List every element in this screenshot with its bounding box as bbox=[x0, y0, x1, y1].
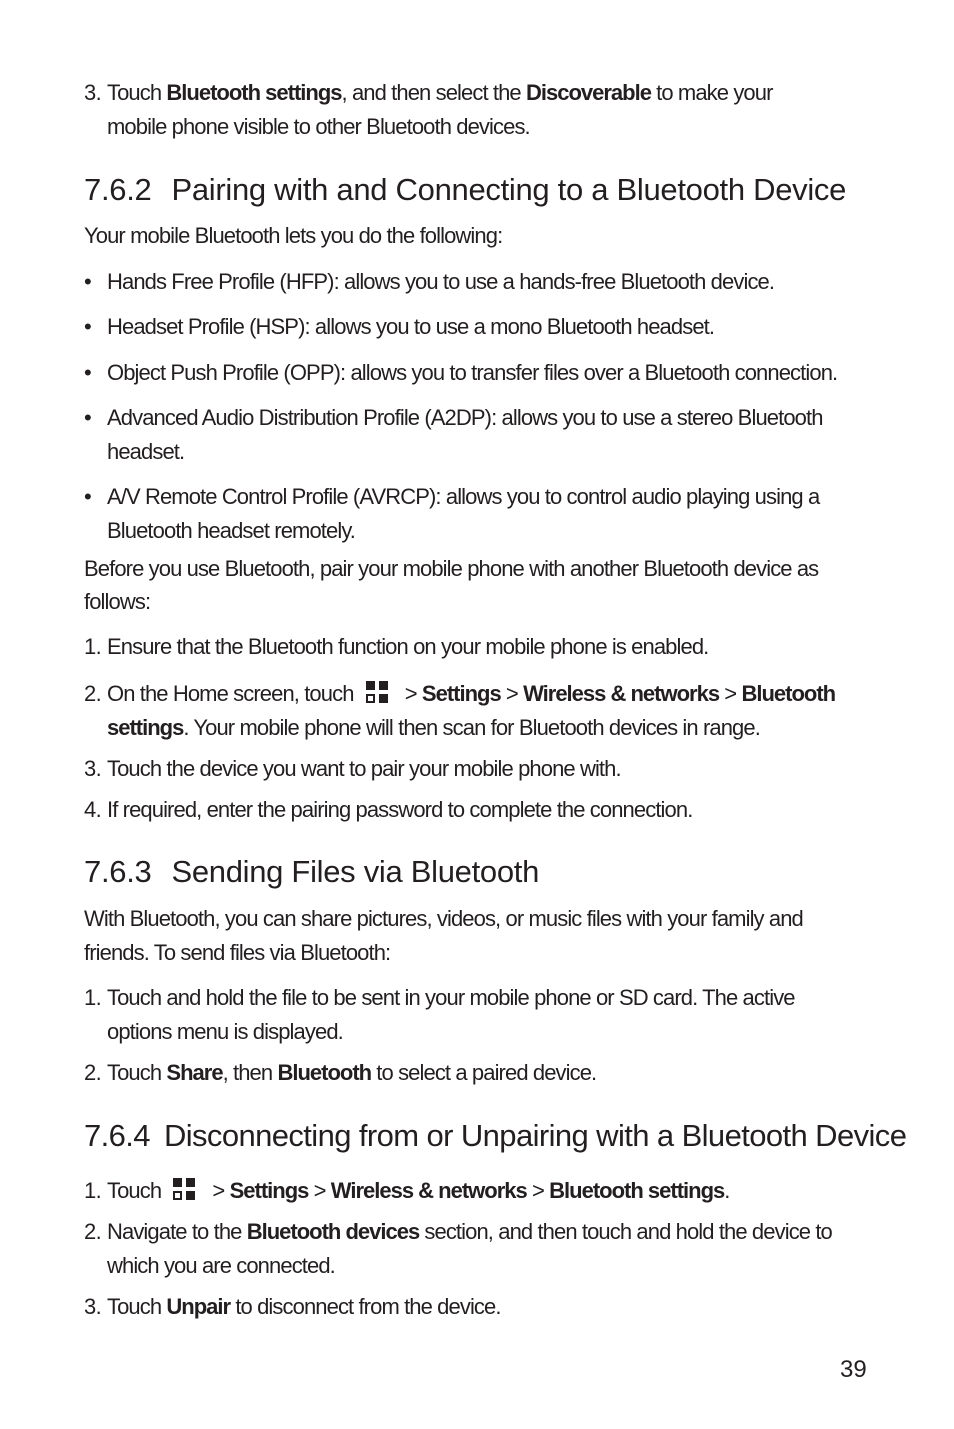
bullet-hsp: Headset Profile (HSP): allows you to use a mono Bluetooth headset. bbox=[107, 314, 715, 339]
pair-step-2-line1: On the Home screen, touch > Settings > Wireless & networks > Bluetooth bbox=[107, 681, 836, 706]
send-step-2: Touch Share, then Bluetooth to select a paired device. bbox=[107, 1060, 597, 1085]
unpair-step-2-line1: Navigate to the Bluetooth devices section, and then touch and hold the device to bbox=[107, 1219, 832, 1244]
step-number: 3. bbox=[84, 1294, 102, 1319]
unpair-step-3: Touch Unpair to disconnect from the device. bbox=[107, 1294, 501, 1319]
step-number: 2. bbox=[84, 1219, 102, 1244]
pairing-intro-line2: follows: bbox=[84, 589, 151, 614]
step-number: 1. bbox=[84, 634, 102, 659]
send-intro-line1: With Bluetooth, you can share pictures, videos, or music files with your family and bbox=[84, 906, 803, 931]
pairing-intro-line1: Before you use Bluetooth, pair your mobile phone with another Bluetooth device as bbox=[84, 556, 819, 581]
step-number: 3. bbox=[84, 80, 102, 105]
step-number: 3. bbox=[84, 756, 102, 781]
bullet-opp: Object Push Profile (OPP): allows you to transfer files over a Bluetooth connection. bbox=[107, 360, 838, 385]
section-heading-7-6-4: 7.6.4 Disconnecting from or Unpairing with a Bluetooth Device bbox=[84, 1118, 907, 1153]
bullet-a2dp-cont: headset. bbox=[107, 439, 185, 464]
app-grid-icon bbox=[171, 1178, 197, 1202]
top-step-line2: mobile phone visible to other Bluetooth devices. bbox=[107, 114, 530, 139]
step-number: 2. bbox=[84, 1060, 102, 1085]
pair-step-4: If required, enter the pairing password to complete the connection. bbox=[107, 797, 693, 822]
top-step-line1: Touch Bluetooth settings, and then select the Discoverable to make your bbox=[107, 80, 773, 105]
unpair-step-2-line2: which you are connected. bbox=[107, 1253, 335, 1278]
bullet-marker: • bbox=[84, 269, 92, 294]
send-step-1-line2: options menu is displayed. bbox=[107, 1019, 343, 1044]
bullet-marker: • bbox=[84, 314, 92, 339]
bullet-avrcp-cont: Bluetooth headset remotely. bbox=[107, 518, 356, 543]
bullet-marker: • bbox=[84, 484, 92, 509]
send-step-1-line1: Touch and hold the file to be sent in your mobile phone or SD card. The active bbox=[107, 985, 795, 1010]
unpair-step-1: Touch > Settings > Wireless & networks > Bluetooth settings. bbox=[107, 1178, 730, 1203]
app-grid-icon bbox=[364, 681, 390, 705]
step-number: 2. bbox=[84, 681, 102, 706]
pair-step-1: Ensure that the Bluetooth function on your mobile phone is enabled. bbox=[107, 634, 709, 659]
bullet-avrcp: A/V Remote Control Profile (AVRCP): allows you to control audio playing using a bbox=[107, 484, 820, 509]
step-number: 1. bbox=[84, 1178, 102, 1203]
section-heading-7-6-3: 7.6.3 Sending Files via Bluetooth bbox=[84, 854, 540, 889]
pair-step-3: Touch the device you want to pair your mobile phone with. bbox=[107, 756, 621, 781]
section-heading-7-6-2: 7.6.2 Pairing with and Connecting to a Bluetooth Device bbox=[84, 172, 847, 207]
bullet-marker: • bbox=[84, 405, 92, 430]
bullet-hfp: Hands Free Profile (HFP): allows you to use a hands-free Bluetooth device. bbox=[107, 269, 775, 294]
pair-step-2-line2: settings. Your mobile phone will then scan for Bluetooth devices in range. bbox=[107, 715, 760, 740]
bullet-a2dp: Advanced Audio Distribution Profile (A2DP): allows you to use a stereo Bluetooth bbox=[107, 405, 823, 430]
section-intro: Your mobile Bluetooth lets you do the following: bbox=[84, 223, 503, 248]
step-number: 1. bbox=[84, 985, 102, 1010]
step-number: 4. bbox=[84, 797, 102, 822]
bullet-marker: • bbox=[84, 360, 92, 385]
page-number: 39 bbox=[840, 1356, 867, 1383]
send-intro-line2: friends. To send files via Bluetooth: bbox=[84, 940, 391, 965]
